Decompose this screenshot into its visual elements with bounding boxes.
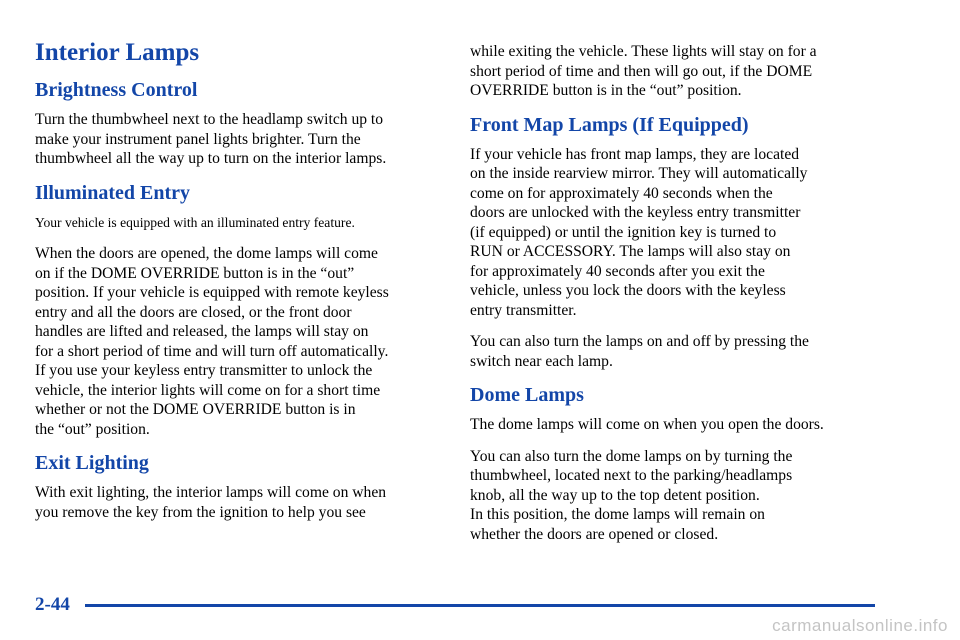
footer-divider: [85, 604, 875, 607]
illuminated-entry-text: When the doors are opened, the dome lamps will come on if the DOME OVERRIDE button is in the “out” position. If your vehicle is equipped with remote keyless entry and all the doors are closed, or the front door handles are lifted and released, the lamps will stay on for a short period of time and will turn off automatically. If you use your keyless entry transmitter to unlock the vehicle, the interior lights will come on for a short time whether or not the DOME OVERRIDE button is in the “out” position.: [35, 245, 389, 438]
dome-lamps-thumbwheel-text: You can also turn the dome lamps on by turning the thumbwheel, located next to the parking/headlamps knob, all the way up to the top detent position. In this position, the dome lamps will remain on whether the doors are opened or closed.: [470, 447, 793, 543]
page-number: 2-44: [35, 594, 70, 615]
exit-lighting-text-continued: while exiting the vehicle. These lights will stay on for a short period of time and then will go out, if the DOME OVERRIDE button is in the “out” position.: [470, 43, 817, 99]
illuminated-entry-heading: Illuminated Entry: [35, 181, 191, 204]
illuminated-entry-intro: Your vehicle is equipped with an illuminated entry feature.: [35, 214, 355, 230]
dome-lamps-heading: Dome Lamps: [470, 384, 584, 406]
dome-lamps-text: The dome lamps will come on when you open the doors.: [470, 416, 824, 433]
brightness-control-text: Turn the thumbwheel next to the headlamp switch up to make your instrument panel lights brighter. Turn the thumbwheel all the way up to turn on the interior lamps.: [35, 111, 387, 167]
page-title: Interior Lamps: [35, 39, 200, 66]
brightness-control-heading: Brightness Control: [35, 79, 198, 101]
page-footer: [35, 594, 875, 616]
left-column: [35, 38, 440, 534]
exit-lighting-text: With exit lighting, the interior lamps will come on when you remove the key from the ignition to help you see: [35, 484, 387, 521]
front-map-lamps-switch-text: You can also turn the lamps on and off by pressing the switch near each lamp.: [470, 333, 809, 370]
exit-lighting-heading: Exit Lighting: [35, 452, 149, 474]
watermark: carmanualsonline.info: [772, 616, 948, 635]
front-map-lamps-text: If your vehicle has front map lamps, they are located on the inside rearview mirror. They will automatically come on for approximately 40 seconds when the doors are unlocked with the keyless entry transmitter (if equipped) or until the ignition key is turned to RUN or ACCESSORY. The lamps will also stay on for approximately 40 seconds after you exit the vehicle, unless you lock the doors with the keyless entry transmitter.: [470, 145, 808, 319]
right-column: [470, 38, 880, 556]
front-map-lamps-heading: Front Map Lamps (If Equipped): [470, 113, 749, 136]
